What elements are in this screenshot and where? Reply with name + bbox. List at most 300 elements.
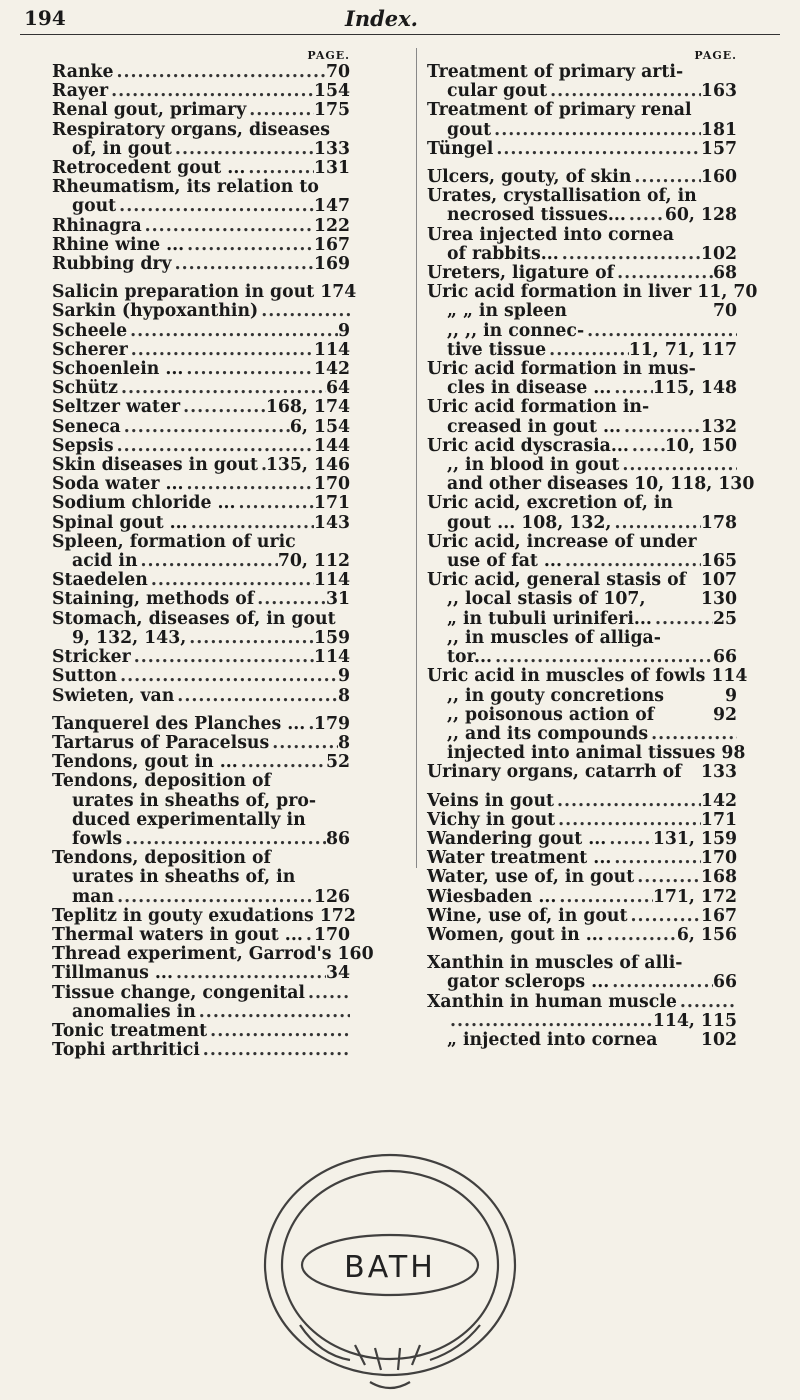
entry-term: Xanthin in human muscle [427,991,677,1012]
leader-dots [118,379,326,398]
entry-term: Wine, use of, in gout [427,905,628,926]
index-entry [52,648,350,667]
index-entry [52,734,350,753]
entry-pages: 102 [700,243,737,264]
entry-term: Thermal waters in gout ... [52,924,303,945]
entry-pages: 68 [712,263,737,284]
entry-term: Tartarus of Paracelsus [52,732,270,753]
page-column-label: PAGE. [694,49,737,62]
entry-term: Rubbing dry [52,254,172,275]
index-entry [52,121,350,159]
index-entry [427,811,737,830]
index-entry [52,360,350,379]
index-entry [52,905,356,926]
index-entry [52,533,350,571]
leader-dots [611,849,701,868]
index-entry [52,1003,350,1022]
entry-term: Uric acid formation in mus- [427,359,696,380]
page-number: 194 [24,6,66,30]
entry-term: „ injected into cornea [447,1029,658,1050]
entry-term: Skin diseases in gout [52,455,258,476]
index-entry [427,398,737,436]
entry-term: Schütz [52,378,118,399]
index-entry [52,1022,350,1041]
index-entry [52,63,350,82]
entry-term: ,, in blood in gout [447,455,620,476]
entry-pages: 64 [325,378,350,399]
entry-pages: 70 [325,62,350,82]
index-entry [427,302,737,321]
entry-term: Ranke [52,62,114,82]
entry-pages: 130 [700,589,737,610]
entry-term: Urinary organs, catarrh of [427,762,682,783]
entry-pages: 171 [700,809,737,830]
entry-continuation: urates in sheaths of, in [72,867,296,888]
index-entry [427,666,748,687]
index-entry [427,687,737,706]
index-entry [52,322,350,341]
entry-term: Rhinagra [52,215,142,236]
entry-pages: 25 [712,608,737,629]
entry-pages: 159 [313,627,350,648]
entry-pages: 133 [700,762,737,783]
index-entry [52,753,350,772]
index-entry [427,101,737,139]
index-entry [52,217,350,236]
entry-pages: 179 [313,713,350,734]
leader-dots [611,379,652,398]
leader-dots [303,926,314,945]
entry-term: Stomach, diseases of, in gout [52,608,336,629]
entry-continuation: man [72,886,115,907]
entry-pages: 131, 159 [652,828,737,849]
entry-term: Rheumatism, its relation to [52,177,319,198]
entry-pages: 11, 71, 117 [628,339,737,360]
index-entry [427,629,737,667]
entry-pages: 142 [700,790,737,811]
leader-dots [108,82,314,101]
entry-term: Sarkin (hypoxanthin) [52,301,259,322]
entry-pages: 8 [337,685,350,706]
entry-continuation: use of fat ... [447,551,562,572]
entry-term: Urates, crystallisation of, in [427,186,697,207]
index-entry [427,226,737,264]
leader-dots [652,610,713,629]
column-divider [416,48,417,868]
leader-dots [648,725,737,744]
entry-pages: 168, 174 [265,397,350,418]
entry-term: injected into animal tissues [447,743,716,764]
index-entry [52,178,350,216]
entry-term: ,, local stasis of 107, [447,589,646,610]
entry-term: Sutton [52,666,118,687]
index-entry [427,264,737,283]
entry-pages: 86 [325,828,350,849]
entry-term: Uric acid formation in- [427,397,650,418]
index-entry [52,964,350,983]
entry-term: ,, and its compounds [447,723,649,744]
leader-dots [631,168,701,187]
entry-term: Sodium chloride ... [52,493,236,514]
leader-dots [114,888,314,907]
leader-dots [546,341,629,360]
leader-dots [626,206,665,225]
entry-term: Ulcers, gouty, of skin [427,167,632,188]
entry-pages: 167 [700,905,737,926]
leader-dots [555,811,701,830]
entry-term: Soda water ... [52,474,184,495]
entry-pages: 11, 70 [697,282,758,303]
leader-dots [627,907,700,926]
entry-pages: 6, 156 [676,924,737,945]
leader-dots [138,552,278,571]
entry-term: Respiratory organs, diseases [52,119,330,140]
index-entry [427,926,737,945]
entry-pages: 9 [337,320,350,341]
index-column-left [52,48,374,1061]
entry-continuation: creased in gout ... [447,416,622,437]
entry-term: Seneca [52,416,121,437]
index-entry [427,533,737,571]
leader-dots [611,514,700,533]
entry-term: „ „ in spleen [447,301,567,322]
index-entry [427,322,737,341]
entry-term: and other diseases 10, 118, [447,474,713,495]
index-entry [52,456,350,475]
entry-pages: 114 [313,570,350,591]
entry-continuation: gout ... 108, 132, [447,512,612,533]
entry-continuation: gout [447,119,492,140]
entry-pages: 130 [718,474,755,495]
entry-term: Water treatment ... [427,848,612,869]
leader-dots [122,830,326,849]
entry-pages: 114, 115 [652,1010,737,1031]
entry-term: ,, poisonous action of [447,704,655,725]
entry-pages: 167 [313,234,350,255]
entry-pages: 122 [313,215,350,236]
index-entry [427,849,737,868]
index-entry [52,379,350,398]
entry-term: Wiesbaden ... [427,886,557,907]
entry-term: Tophi arthritici [52,1040,200,1061]
entry-pages: 98 [721,743,746,764]
index-entry [52,255,350,274]
index-entry [52,282,357,303]
index-entry [52,944,374,965]
leader-dots [269,734,338,753]
leader-dots [184,475,314,494]
entry-term: Spleen, formation of uric [52,531,296,552]
leader-dots [609,973,713,992]
entry-term: Thread experiment, Garrod's [52,944,332,965]
entry-pages: 144 [313,435,350,456]
entry-pages: 154 [313,81,350,102]
leader-dots [183,360,314,379]
index-entry [427,706,737,725]
leader-dots [305,984,350,1003]
index-entry [427,1012,737,1031]
entry-pages: 174 [320,282,357,303]
leader-dots [173,964,326,983]
leader-dots [114,63,326,82]
leader-dots [142,217,314,236]
entry-term: Scheele [52,320,128,341]
entry-term: Tendons, deposition of [52,848,271,869]
leader-dots [238,753,326,772]
index-entry [427,743,746,764]
leader-dots [492,648,713,667]
leader-dots [305,715,314,734]
entry-term: Urea injected into cornea [427,224,674,245]
entry-pages: 114 [313,647,350,668]
leader-dots [188,514,314,533]
entry-term: Uric acid formation in liver [427,282,692,303]
entry-pages: 66 [712,972,737,993]
entry-term: Uric acid, excretion of, in [427,493,673,514]
entry-pages: 168 [700,867,737,888]
entry-pages: 70, 112 [277,551,350,572]
entry-pages: 181 [700,119,737,140]
entry-term: Teplitz in gouty exudations [52,905,314,926]
entry-pages: 147 [313,196,350,217]
entry-term: Uric acid, general stasis of [427,570,687,591]
index-entry [52,984,350,1003]
entry-pages: 60, 128 [664,205,737,226]
entry-pages: 31 [325,589,350,610]
index-entry [52,341,350,360]
leader-dots [131,648,314,667]
entry-term: Uric acid, increase of under [427,531,697,552]
index-entry [52,667,350,686]
index-entry [52,687,350,706]
entry-term: Renal gout, primary [52,100,247,121]
entry-term: Staining, methods of [52,589,255,610]
entry-pages: 107 [700,570,737,591]
leader-dots [196,1003,350,1022]
entry-term: Swieten, van [52,685,175,706]
entry-pages: 142 [313,359,350,380]
entry-pages: 126 [313,886,350,907]
entry-term: Women, gout in ... [427,924,604,945]
entry-term: Tendons, gout in ... [52,752,238,773]
entry-pages: 143 [313,512,350,533]
index-entry [427,341,737,360]
entry-pages: 135, 146 [265,455,350,476]
entry-pages: 131 [313,158,350,179]
index-entry [52,418,350,437]
index-entry [427,763,737,782]
index-entry [52,82,350,101]
entry-term: Tendons, deposition of [52,771,271,792]
index-column-right [427,48,758,1050]
entry-pages: 10, 150 [664,435,737,456]
leader-dots [180,398,266,417]
entry-pages: 157 [700,138,737,159]
index-entry [52,398,350,417]
leader-dots [614,264,713,283]
entry-pages: 66 [712,647,737,668]
entry-term: Vichy in gout [427,809,556,830]
index-entry [52,437,350,456]
leader-dots [619,456,737,475]
entry-pages: 6, 154 [289,416,350,437]
entry-term: Sepsis [52,435,114,456]
index-entry [52,236,350,255]
entry-term: „ in tubuli uriniferi... [447,608,652,629]
leader-dots [246,101,314,120]
leader-dots [604,926,677,945]
leader-dots [174,687,338,706]
index-entry [427,590,737,609]
index-entries-right [427,62,758,1050]
entry-continuation: gout [72,196,117,217]
entry-continuation: tor... [447,647,493,668]
library-stamp [190,1120,590,1400]
entry-pages: 171 [313,493,350,514]
entry-term: Water, use of, in gout [427,867,635,888]
leader-dots [447,1012,653,1031]
entry-pages: 160 [700,167,737,188]
leader-dots [621,418,701,437]
entry-pages: 114 [313,339,350,360]
index-entry [427,725,737,744]
index-entry [427,830,737,849]
index-entry [427,494,737,532]
index-entry [427,437,737,456]
leader-dots [116,197,314,216]
entry-pages: 170 [700,848,737,869]
index-entry [52,494,350,513]
entry-pages: 133 [313,138,350,159]
entry-term: tive tissue [447,339,547,360]
entry-term: Treatment of primary renal [427,100,692,121]
entry-pages: 163 [700,81,737,102]
entry-term: Tonic treatment [52,1020,208,1041]
entry-continuation: cles in disease ... [447,378,612,399]
index-entry [52,302,350,321]
entry-term: Xanthin in muscles of alli- [427,953,683,974]
entry-term: Rayer [52,81,109,102]
leader-dots [677,993,737,1012]
entry-continuation: of rabbits... [447,243,559,264]
leader-dots [493,140,701,159]
entry-continuation: acid in [72,551,138,572]
index-entry [427,954,737,992]
entry-term: ,, ,, in connec- [447,320,585,341]
stamp-text: BATH [344,1250,436,1285]
index-entry [427,474,755,495]
leader-dots [200,1041,350,1060]
entry-term: Uric acid in muscles of fowls [427,666,706,687]
index-entry [52,514,350,533]
entry-term: Veins in gout [427,790,554,811]
entry-continuation: cular gout [447,81,548,102]
entry-term: Spinal gout ... [52,512,188,533]
entry-pages: 8 [337,732,350,753]
entry-pages: 70 [712,301,737,322]
index-entry [427,571,737,590]
leader-dots [634,868,701,887]
entry-term: Treatment of primary arti- [427,62,684,82]
entry-pages: 172 [319,905,356,926]
leader-dots [121,418,290,437]
entry-pages: 170 [313,474,350,495]
entry-term: Salicin preparation in gout [52,282,315,303]
entry-continuation: duced experimentally in [72,809,306,830]
index-entry [427,868,737,887]
leader-dots [562,552,701,571]
index-entry [427,993,737,1012]
leader-dots [559,245,701,264]
entry-term: ,, in gouty concretions [447,685,665,706]
index-entry [427,360,737,398]
leader-dots [128,341,314,360]
entry-term: Staedelen [52,570,148,591]
leader-dots [148,571,314,590]
leader-dots [258,456,266,475]
index-entry [52,571,350,590]
index-entry [52,926,350,945]
index-entry [427,140,737,159]
entry-term: Tanquerel des Planches ... [52,713,306,734]
index-entries-left [52,62,374,1061]
index-entry [427,187,737,225]
index-entry [52,715,350,734]
entry-term: Schoenlein ... [52,359,184,380]
index-entry [427,63,737,101]
leader-dots [258,302,350,321]
entry-continuation: urates in sheaths of, pro- [72,790,317,811]
leader-dots [584,322,737,341]
entry-term: anomalies in [72,1001,196,1022]
entry-pages: 165 [700,551,737,572]
entry-continuation: gator sclerops ... [447,972,610,993]
index-entry [427,456,737,475]
entry-continuation: of, in gout [72,138,172,159]
entry-pages: 171, 172 [652,886,737,907]
entry-pages: 52 [325,752,350,773]
leader-dots [547,82,701,101]
leader-dots [606,830,653,849]
index-entry [427,168,737,187]
index-entry [52,610,350,648]
entry-term: Tissue change, congenital [52,982,305,1003]
leader-dots [629,437,665,456]
entry-term: Scherer [52,339,128,360]
page-header [0,6,800,36]
leader-dots [172,140,314,159]
entry-term: Seltzer water [52,397,181,418]
entry-continuation: fowls [72,828,123,849]
leader-dots [117,667,338,686]
index-entry [427,282,758,303]
leader-dots [114,437,314,456]
index-entry [52,101,350,120]
entry-term: ,, in muscles of alliga- [447,627,661,648]
entry-pages: 160 [337,944,374,965]
entry-pages: 92 [712,704,737,725]
entry-pages: 175 [313,100,350,121]
index-entry [52,849,350,907]
entry-term: Rhine wine ... [52,234,185,255]
entry-continuation: 9, 132, 143, [72,627,187,648]
leader-dots [207,1022,350,1041]
entry-pages: 34 [325,963,350,984]
entry-pages: 9 [337,666,350,687]
entry-term: Tüngel [427,138,494,159]
entry-pages: 102 [700,1029,737,1050]
leader-dots [554,792,701,811]
